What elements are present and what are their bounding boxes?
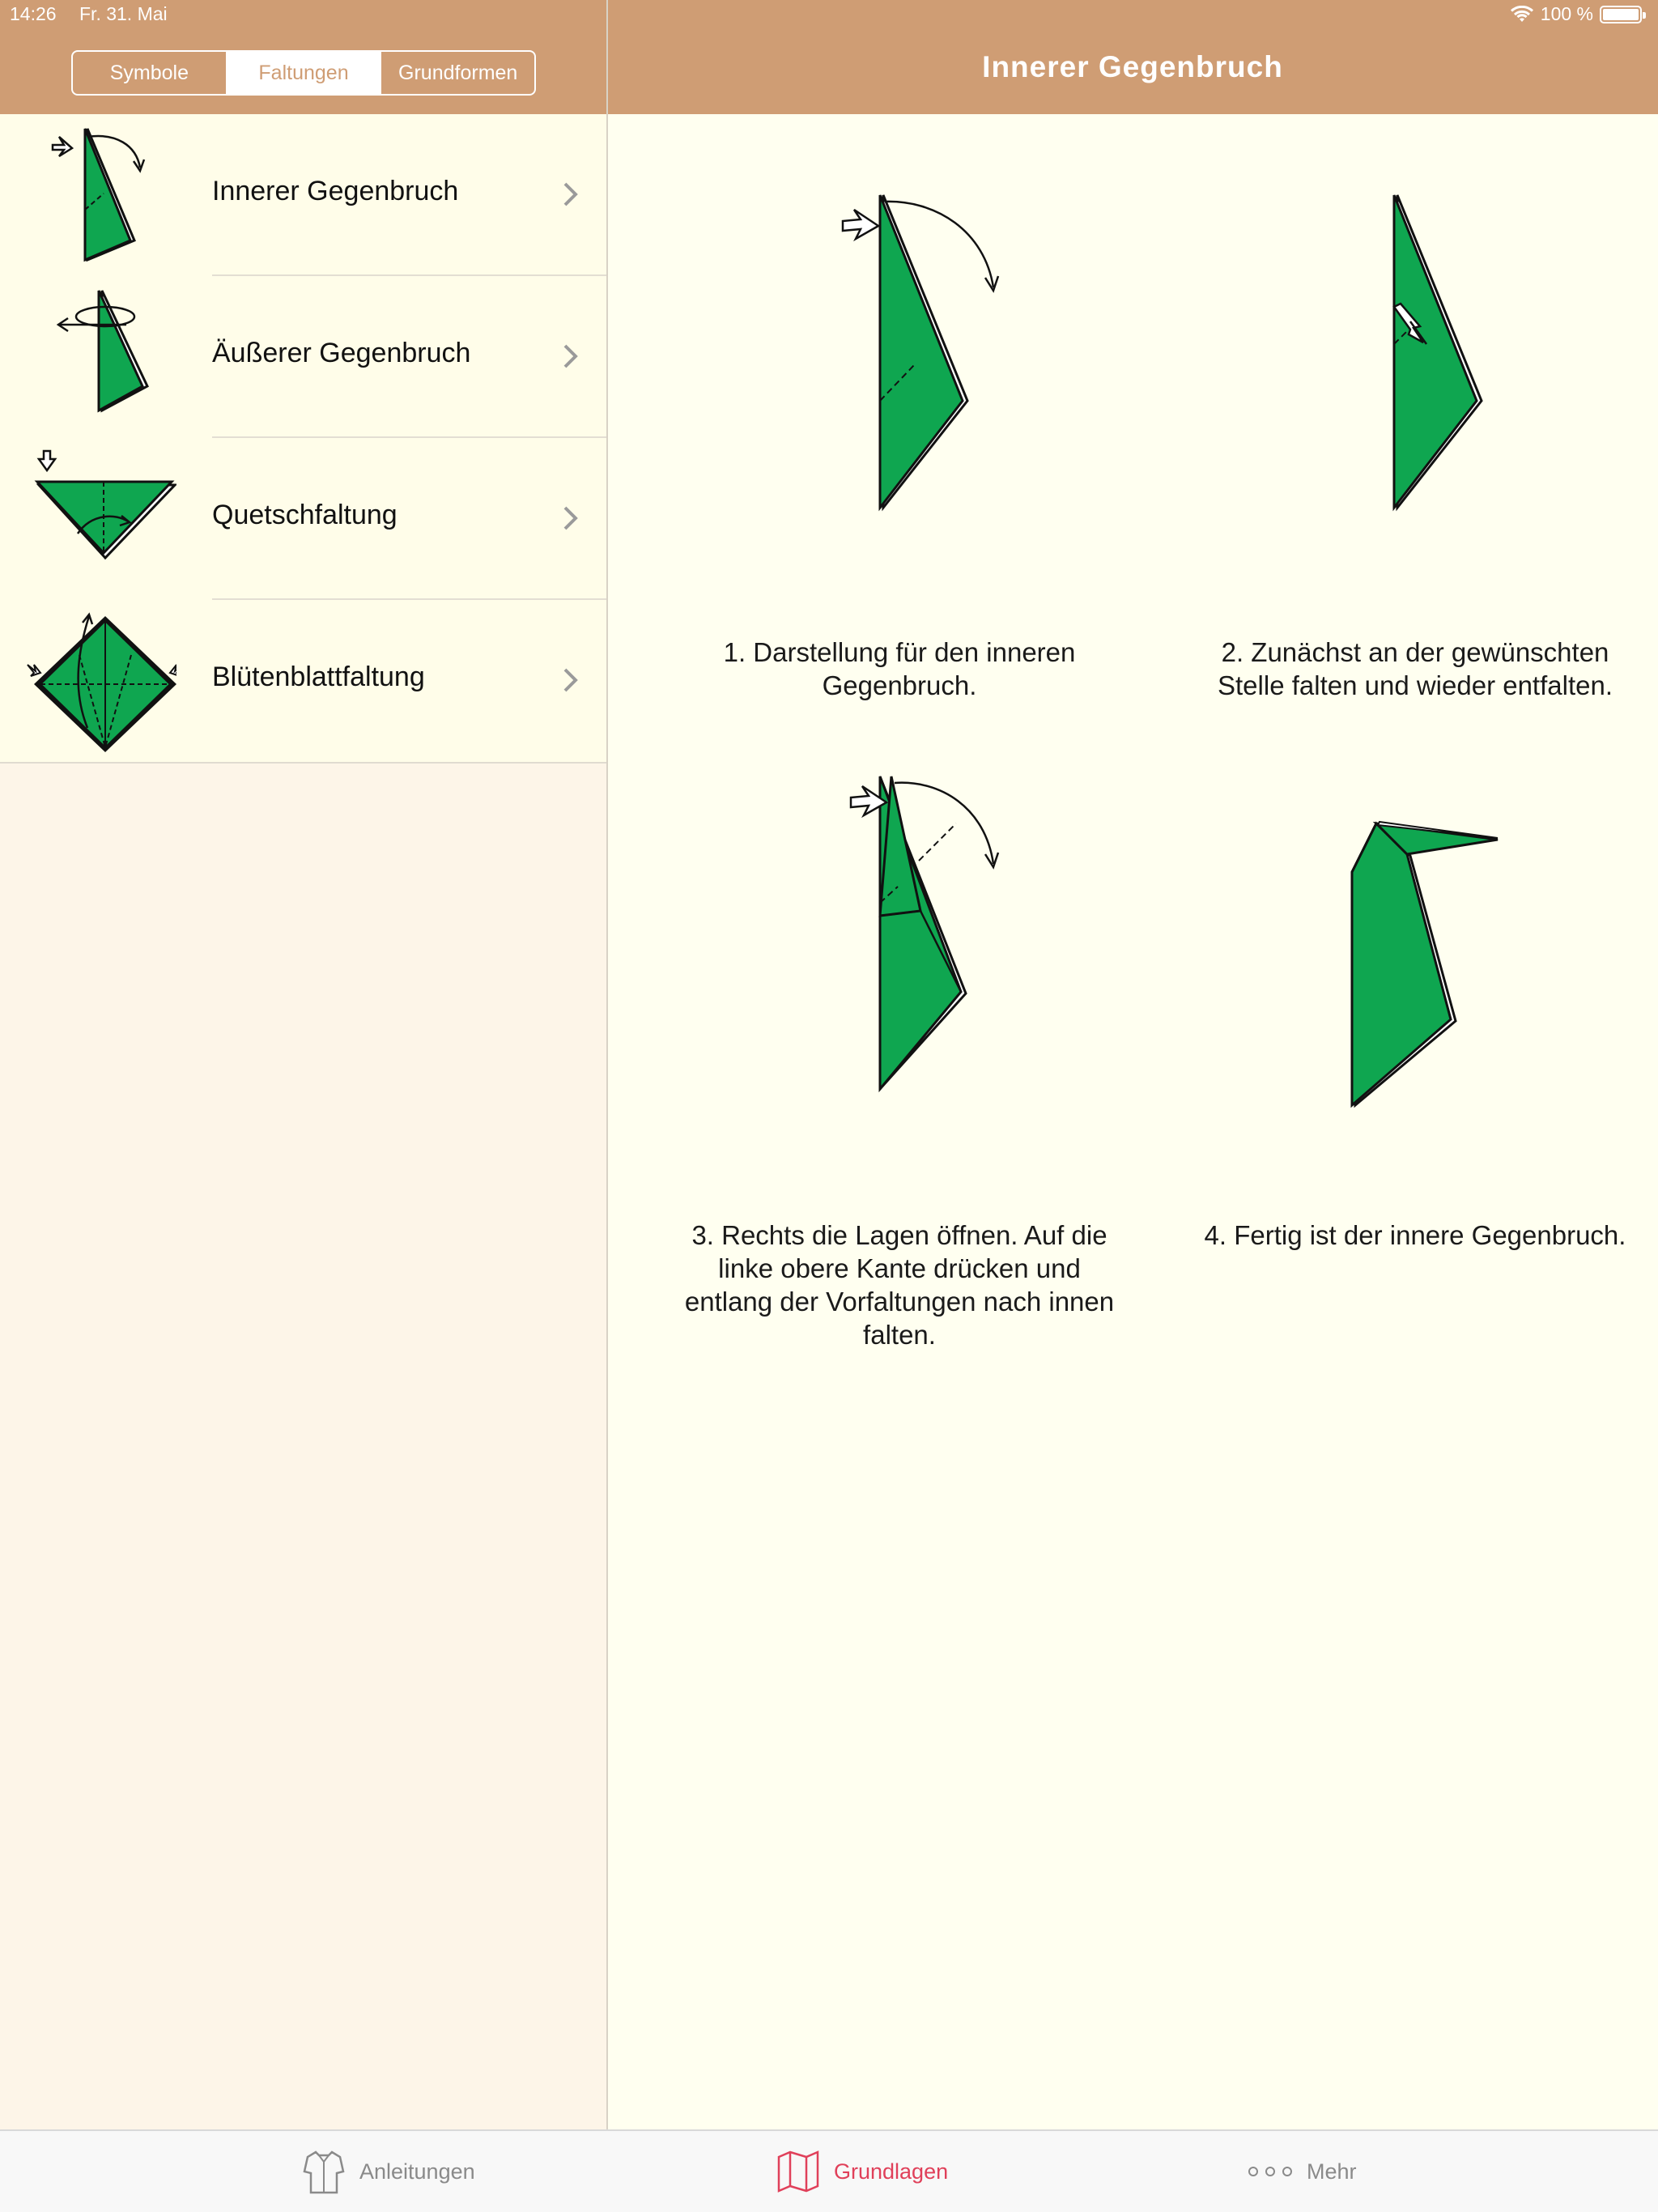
list-item-bluetenblattfaltung[interactable] bbox=[0, 600, 606, 762]
inside-reverse-fold-icon bbox=[15, 121, 176, 270]
chevron-right-icon bbox=[562, 666, 580, 694]
step-4-text: 4. Fertig ist der innere Gegenbruch. bbox=[1204, 1220, 1626, 1250]
segment-faltungen[interactable]: Faltungen bbox=[227, 52, 382, 94]
step-1-diagram-icon bbox=[794, 182, 1005, 636]
wifi-icon bbox=[1510, 6, 1534, 23]
battery-icon bbox=[1600, 6, 1642, 23]
status-date: Fr. 31. Mai bbox=[79, 3, 168, 24]
detail-title: Innerer Gegenbruch bbox=[982, 50, 1283, 83]
chevron-right-icon bbox=[562, 342, 580, 370]
step-4-diagram-icon bbox=[1310, 765, 1520, 1219]
status-time: 14:26 bbox=[10, 3, 57, 24]
status-indicators bbox=[1510, 3, 1642, 25]
list-item-innerer-gegenbruch[interactable] bbox=[0, 114, 606, 276]
step-2 bbox=[1188, 182, 1642, 702]
fold-list bbox=[0, 114, 606, 764]
tab-label: Mehr bbox=[1307, 2159, 1357, 2184]
category-segmented-control[interactable] bbox=[71, 50, 536, 96]
top-bar bbox=[0, 0, 1658, 114]
list-item-label: Innerer Gegenbruch bbox=[212, 176, 459, 206]
segment-grundformen[interactable]: Grundformen bbox=[398, 61, 518, 84]
chevron-right-icon bbox=[562, 504, 580, 532]
chevron-right-icon bbox=[562, 181, 580, 208]
list-item-aeusserer-gegenbruch[interactable] bbox=[0, 276, 606, 438]
tab-anleitungen[interactable] bbox=[301, 2131, 475, 2212]
segment-symbole[interactable]: Symbole bbox=[73, 52, 227, 94]
outside-reverse-fold-icon bbox=[15, 283, 176, 432]
tab-label: Anleitungen bbox=[359, 2159, 475, 2184]
more-dots-icon bbox=[1247, 2163, 1294, 2180]
step-3-diagram-icon bbox=[794, 765, 1005, 1219]
battery-percent: 100 % bbox=[1540, 3, 1593, 24]
step-3 bbox=[673, 765, 1126, 1351]
list-item-label: Quetschfaltung bbox=[212, 500, 397, 530]
step-2-diagram-icon bbox=[1310, 182, 1520, 636]
detail-pane bbox=[608, 114, 1658, 2129]
tab-mehr[interactable] bbox=[1247, 2131, 1357, 2212]
petal-fold-icon bbox=[15, 606, 176, 755]
shirt-icon bbox=[301, 2147, 346, 2196]
list-item-quetschfaltung[interactable] bbox=[0, 438, 606, 600]
step-4 bbox=[1188, 765, 1642, 1252]
step-3-text: 3. Rechts die Lagen öffnen. Auf die linke obere Kante drücken und entlang der Vorfaltungen nach innen falten. bbox=[684, 1220, 1115, 1350]
list-item-label: Blütenblattfaltung bbox=[212, 661, 425, 692]
book-map-icon bbox=[776, 2149, 821, 2194]
master-pane bbox=[0, 114, 606, 2129]
tab-bar bbox=[0, 2129, 1658, 2212]
tab-grundlagen[interactable] bbox=[776, 2131, 948, 2212]
step-1 bbox=[673, 182, 1126, 702]
tab-label: Grundlagen bbox=[834, 2159, 949, 2184]
step-1-text: 1. Darstellung für den inneren Gegenbruch. bbox=[723, 637, 1076, 700]
squash-fold-icon bbox=[15, 445, 176, 593]
list-item-label: Äußerer Gegenbruch bbox=[212, 338, 471, 368]
step-2-text: 2. Zunächst an der gewünschten Stelle falten und wieder entfalten. bbox=[1218, 637, 1613, 700]
